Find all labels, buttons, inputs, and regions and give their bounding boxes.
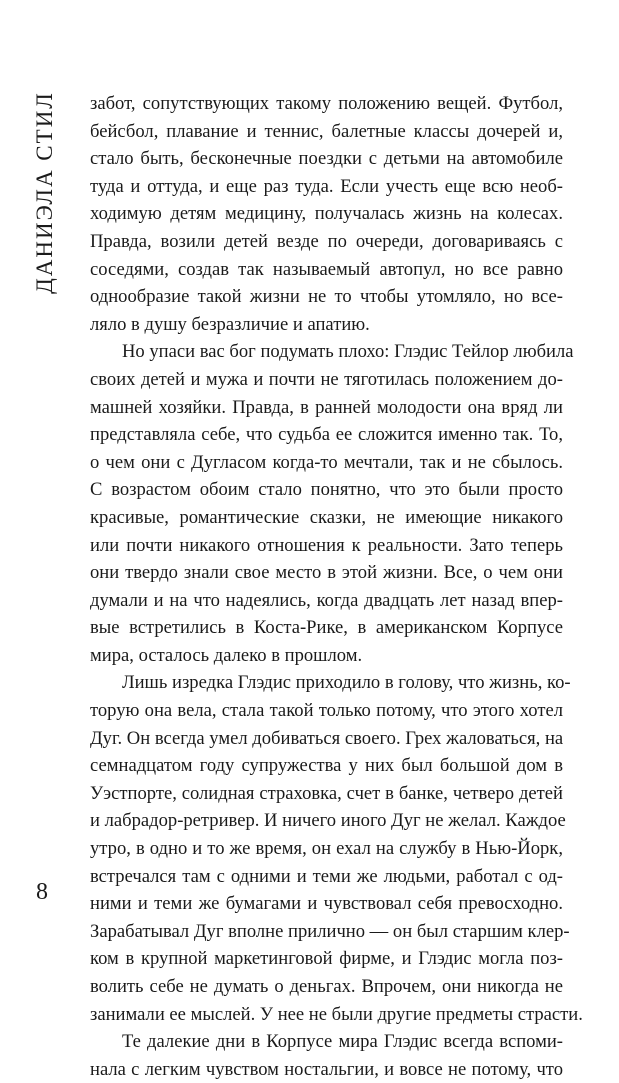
text-line: волить себе не думать о деньгах. Впрочем, они никогда не: [90, 976, 563, 997]
text-line: соседями, создав так называемый автопул, но все равно: [90, 258, 563, 280]
text-line: занимали ее мыслей. У нее не были другие предметы страсти.: [90, 1003, 583, 1025]
text-line: ком в крупной маркетинговой фирме, и Глэдис могла поз-: [90, 948, 563, 970]
text-line: думали и на что надеялись, когда двадцать лет назад впер-: [90, 589, 563, 611]
text-line: встречался там с одними и теми же людьми, работал с од-: [90, 865, 563, 887]
page-number: 8: [36, 879, 48, 905]
text-line: или почти никакого отношения к реальности. Зато теперь: [90, 534, 563, 556]
text-line: семнадцатом году супружества у них был большой дом в: [90, 755, 563, 777]
text-line: ляло в душу безразличие и апатию.: [90, 313, 370, 335]
text-line: Те далекие дни в Корпусе мира Глэдис всегда вспоми-: [122, 1031, 563, 1053]
text-line: о чем они с Дугласом когда-то мечтали, так и не сбылось.: [90, 451, 563, 473]
page-body-text: [90, 90, 583, 1083]
text-line: утро, в одно и то же время, он ехал на службу в Нью-Йорк,: [90, 838, 563, 860]
text-line: Зарабатывал Дуг вполне прилично — он был старшим клер-: [90, 920, 570, 942]
text-line: стало быть, бесконечные поездки с детьми на автомобиле: [90, 148, 563, 170]
text-line: ними и теми же бумагами и чувствовал себя превосходно.: [90, 893, 563, 915]
text-line: С возрастом обоим стало понятно, что это были просто: [90, 479, 563, 501]
text-line: машней хозяйки. Правда, в ранней молодости она вряд ли: [90, 396, 563, 418]
text-line: и лабрадор-ретривер. И ничего иного Дуг не желал. Каждое: [90, 810, 566, 832]
text-line: торую она вела, стала такой только потому, что этого хотел: [90, 700, 563, 722]
text-line: Но упаси вас бог подумать плохо: Глэдис Тейлор любила: [122, 341, 574, 363]
text-line: мира, осталось далеко в прошлом.: [90, 644, 363, 666]
text-line: они твердо знали свое место в этой жизни. Все, о чем они: [90, 562, 563, 584]
text-line: Правда, возили детей везде по очереди, договариваясь с: [90, 230, 563, 252]
text-line: Уэстпорте, солидная страховка, счет в банке, четверо детей: [90, 782, 563, 804]
text-line: вые встретились в Коста-Рике, в американском Корпусе: [90, 617, 563, 639]
text-line: красивые, романтические сказки, не имеющие никакого: [90, 506, 563, 528]
text-line: Дуг. Он всегда умел добиваться своего. Грех жаловаться, на: [90, 727, 564, 749]
running-head-author: ДАНИЭЛА СТИЛ: [31, 90, 57, 294]
text-line: ходимую детям медицину, получалась жизнь на колесах.: [90, 203, 563, 225]
text-line: нала с легким чувством ностальгии, и вовсе не потому, что: [90, 1058, 563, 1080]
text-line: своих детей и мужа и почти не тяготилась положением до-: [90, 368, 563, 390]
text-line: туда и оттуда, и еще раз туда. Если учесть еще всю необ-: [90, 175, 563, 197]
text-line: однообразие такой жизни не то чтобы утомляло, но все-: [90, 286, 563, 308]
running-head: [22, 92, 66, 292]
text-line: забот, сопутствующих такому положению вещей. Футбол,: [90, 93, 563, 114]
text-line: Лишь изредка Глэдис приходило в голову, что жизнь, ко-: [122, 672, 571, 694]
text-line: представляла себе, что судьба ее сложится именно так. То,: [90, 424, 563, 446]
text-line: бейсбол, плавание и теннис, балетные классы дочерей и,: [90, 120, 563, 142]
